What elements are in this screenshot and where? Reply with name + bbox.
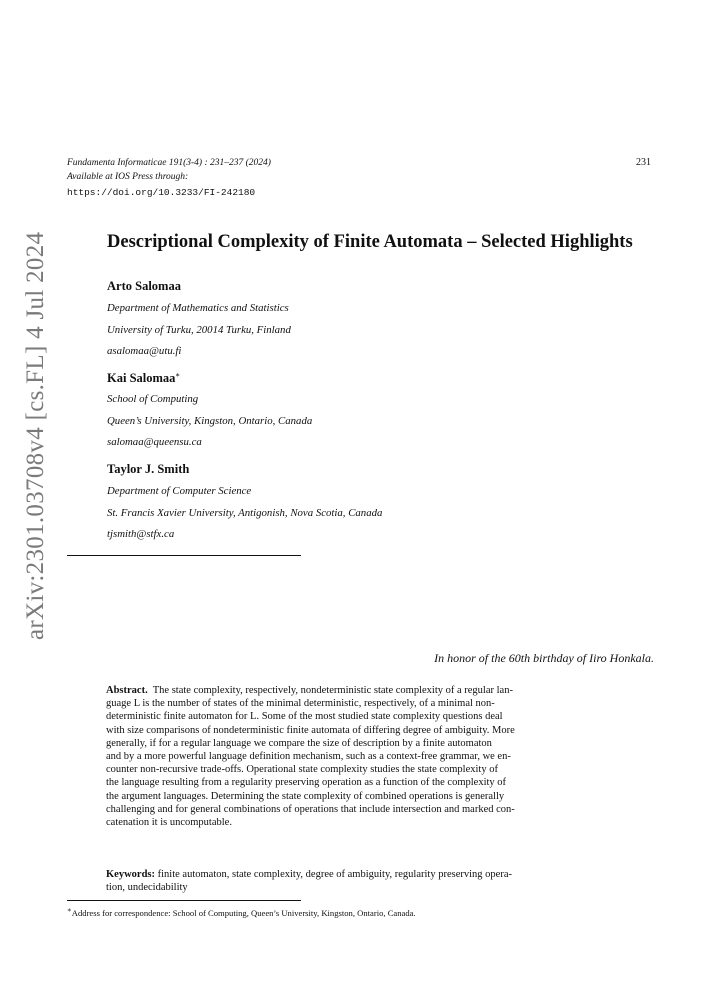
abstract-line: deterministic finite automaton for L. Some of the most studied state complexity questions deal (106, 711, 503, 723)
keywords (106, 868, 614, 894)
abstract-line: challenging and for general combinations of operations that include intersection and marked con- (106, 803, 515, 815)
author-block-rule (67, 555, 301, 556)
abstract-line: and by a more powerful language definition mechanism, such as a context-free grammar, we en- (106, 751, 511, 763)
author-name-text: Kai Salomaa (107, 371, 176, 386)
affiliation-line: Department of Computer Science (107, 485, 252, 497)
abstract-line: the argument languages. Determining the state complexity of combined operations is generally (106, 790, 505, 802)
affiliation-line: School of Computing (107, 393, 199, 405)
abstract-line: counter non-recursive trade-offs. Operational state complexity studies the state complexity of (106, 764, 498, 776)
abstract (106, 684, 614, 829)
affiliation-line: St. Francis Xavier University, Antigonish, Nova Scotia, Canada (107, 506, 383, 519)
footnote-rule (67, 900, 301, 901)
doi-link[interactable]: https://doi.org/10.3233/FI-242180 (67, 187, 256, 198)
keywords-text-cont: tion, undecidability (106, 882, 188, 894)
keywords-label: Keywords: (106, 869, 155, 880)
abstract-line (106, 684, 614, 697)
author-email[interactable]: salomaa@queensu.ca (107, 436, 202, 448)
author-footnote-mark: ∗ (175, 371, 181, 379)
availability-note: Available at IOS Press through: (67, 172, 189, 182)
affiliation-line: Department of Mathematics and Statistics (107, 302, 289, 314)
journal-citation: Fundamenta Informaticae 191(3-4) : 231–237 (2024) (67, 158, 271, 168)
paper-title: Descriptional Complexity of Finite Automata – Selected Highlights (107, 232, 633, 252)
author-affiliation (107, 389, 312, 454)
footnote-mark: ∗ (67, 906, 72, 914)
abstract-line-text: The state complexity, respectively, nondeterministic state complexity of a regular lan- (152, 685, 513, 696)
author-name (107, 462, 189, 477)
author-name-text: Arto Salomaa (107, 279, 181, 294)
abstract-line: guage L is the number of states of the minimal deterministic, respectively, of a minimal non- (106, 698, 495, 710)
abstract-line: generally, if for a regular language we compare the size of description by a finite automaton (106, 737, 492, 749)
dedication: In honor of the 60th birthday of Iiro Honkala. (434, 651, 654, 665)
footnote (67, 906, 416, 918)
author-name (107, 279, 181, 294)
abstract-line: catenation it is uncomputable. (106, 817, 232, 829)
abstract-line: with size comparisons of nondeterministic finite automata of differing degree of ambiguity. More (106, 724, 515, 736)
page-number: 231 (636, 157, 651, 168)
affiliation-line: University of Turku, 20014 Turku, Finland (107, 323, 291, 336)
author-name-text: Taylor J. Smith (107, 462, 190, 477)
footnote-text: Address for correspondence: School of Computing, Queen’s University, Kingston, Ontario, Canada. (71, 907, 416, 918)
author-affiliation (107, 298, 291, 363)
author-email[interactable]: tjsmith@stfx.ca (107, 528, 175, 540)
keywords-text: finite automaton, state complexity, degree of ambiguity, regularity preserving opera- (157, 869, 512, 880)
author-name (107, 370, 180, 386)
affiliation-line: Queen’s University, Kingston, Ontario, Canada (107, 414, 313, 427)
abstract-line: the language resulting from a regularity preserving operation as a function of the complexity of (106, 777, 507, 789)
author-affiliation (107, 481, 382, 546)
author-email[interactable]: asalomaa@utu.fi (107, 345, 182, 357)
abstract-label: Abstract. (106, 685, 148, 696)
arxiv-sidebar-id: arXiv:2301.03708v4 [cs.FL] 4 Jul 2024 (22, 231, 49, 640)
